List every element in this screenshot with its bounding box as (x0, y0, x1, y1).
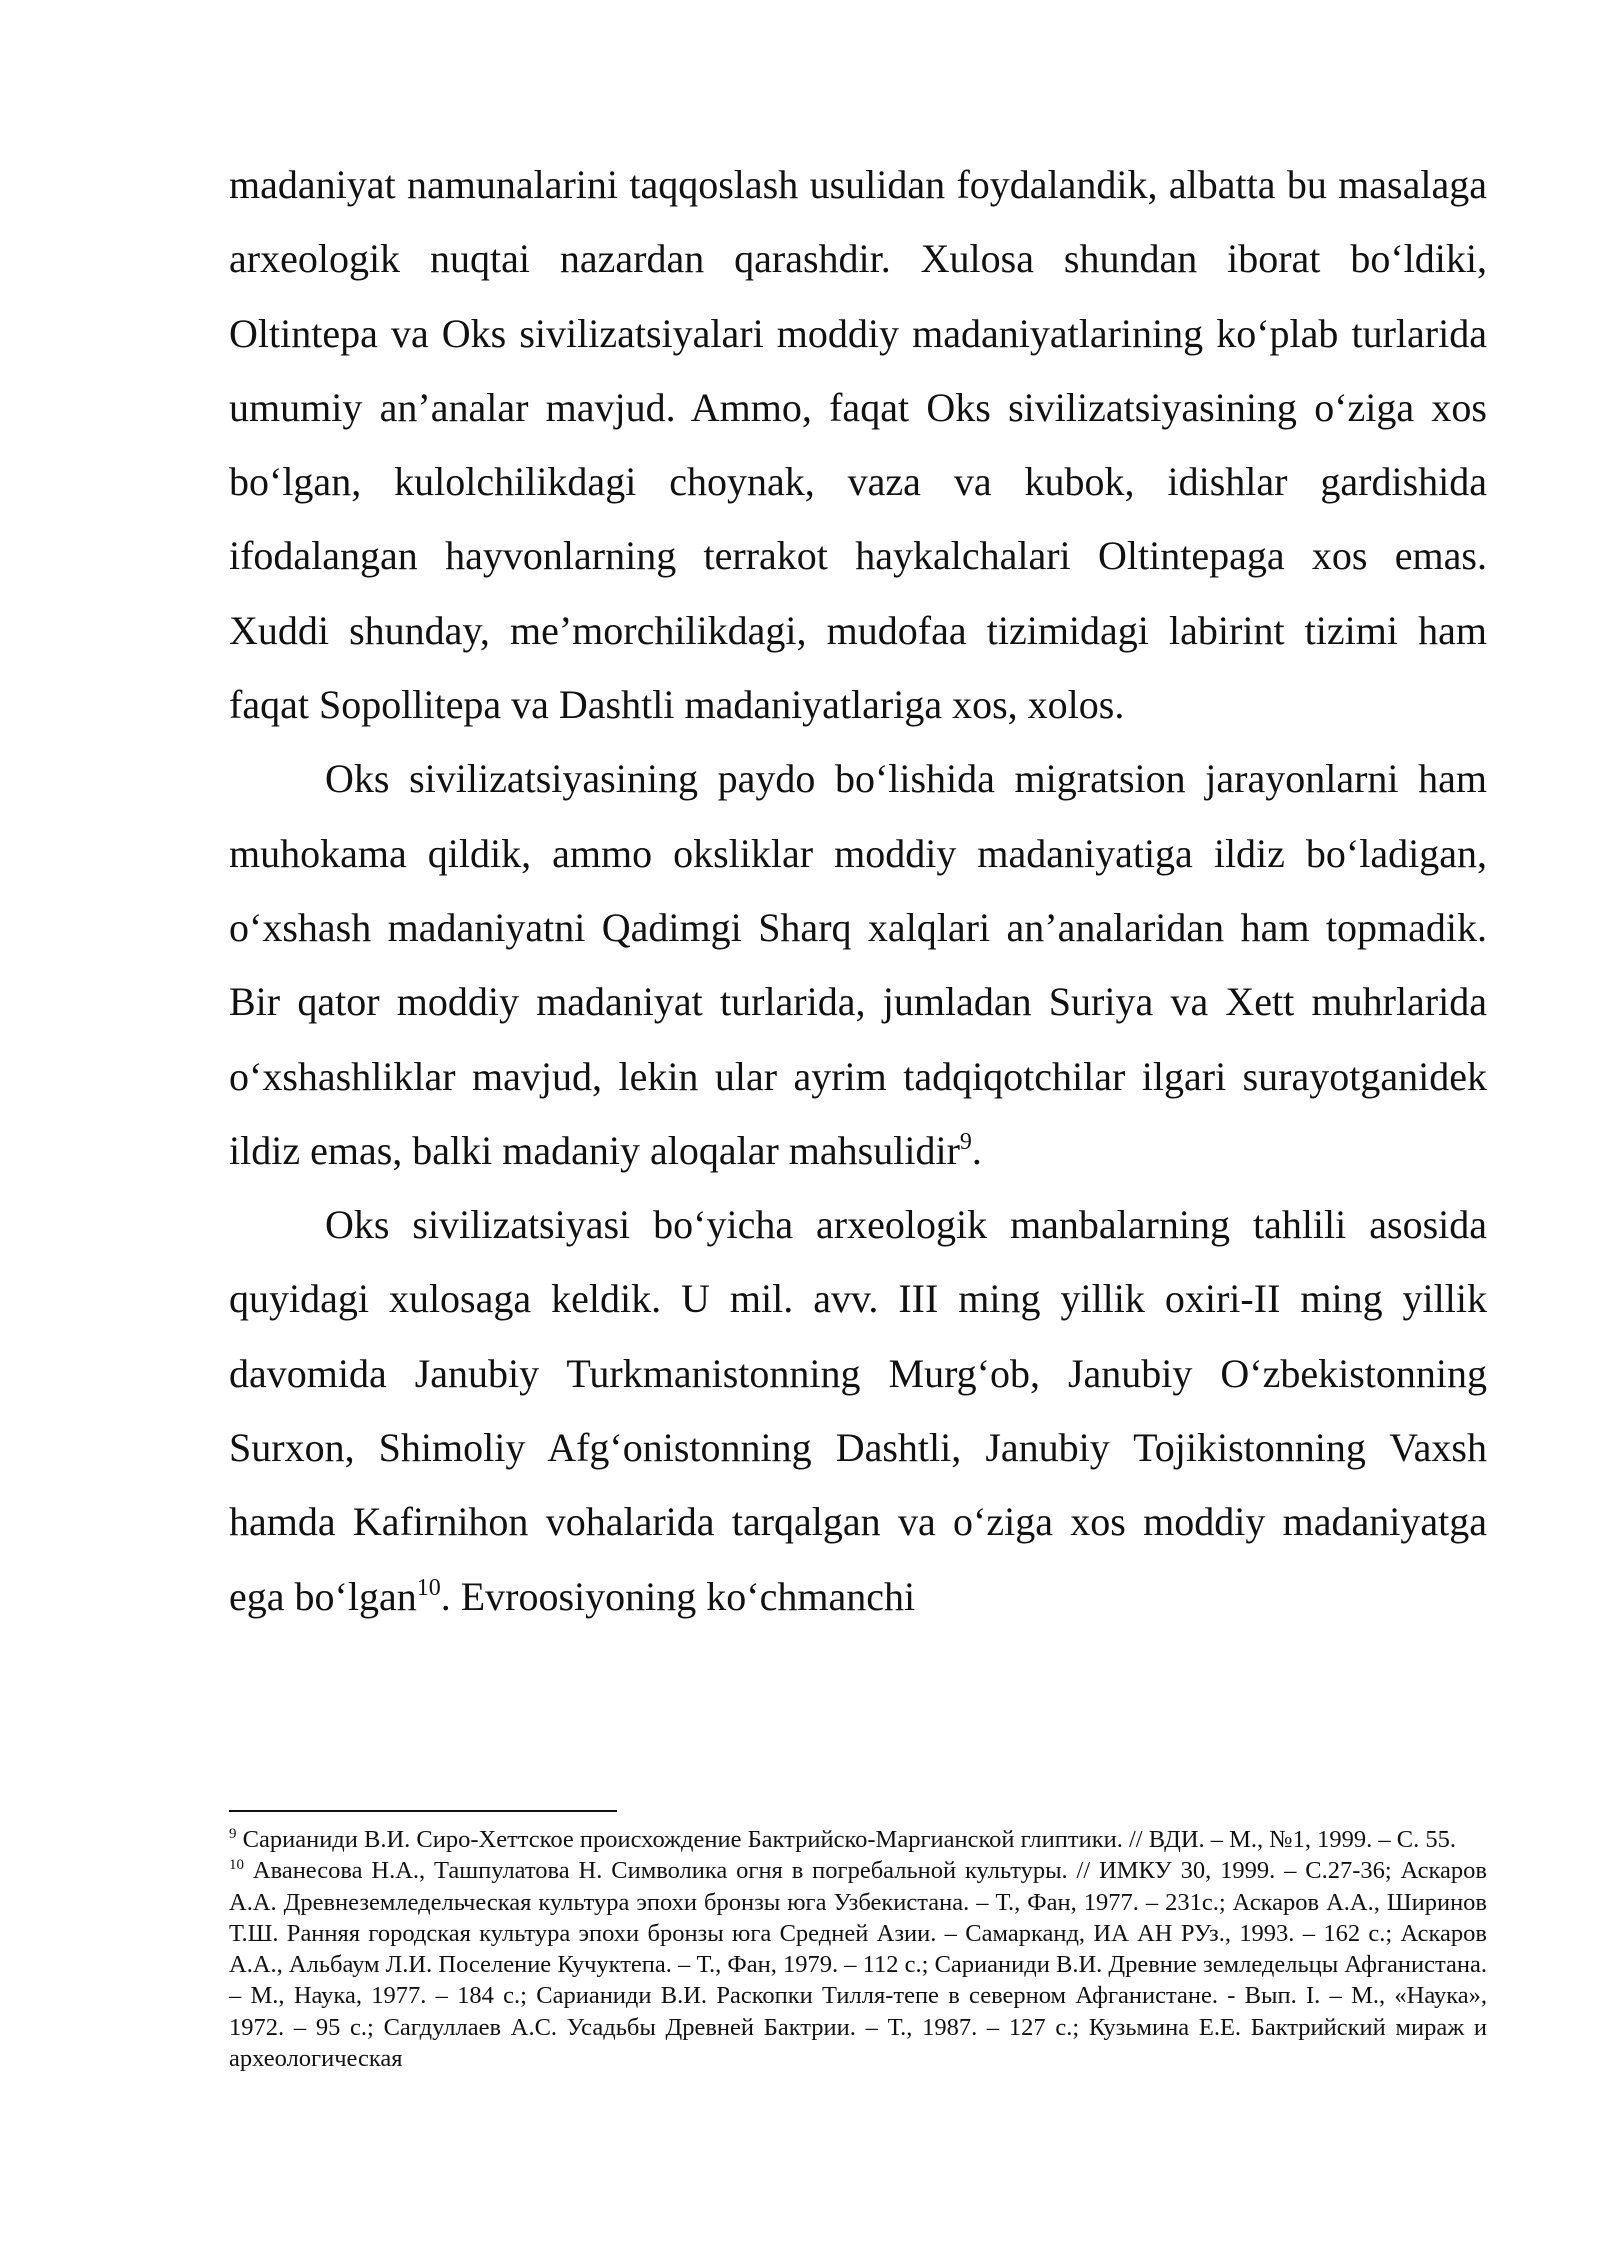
footnote-ref-10[interactable]: 10 (416, 1574, 441, 1601)
document-body (229, 148, 1487, 1634)
paragraph-1-text: madaniyat namunalarini taqqoslash usulidan foydalandik, albatta bu masalaga arxeologik nuqtai nazardan qarashdir. Xulosa shundan iborat bo‘ldiki, Oltintepa va Oks sivilizatsiyalari moddiy madaniyatlarining ko‘plab turlarida umumiy an’analar mavjud. Ammo, faqat Oks sivilizatsiyasining o‘ziga xos bo‘lgan, kulolchilikdagi choynak, vaza va kubok, idishlar gardishida ifodalangan hayvonlarning terrakot haykalchalari Oltintepaga xos emas. Xuddi shunday, me’morchilikdagi, mudofaa tizimidagi labirint tizimi ham faqat Sopollitepa va Dashtli madaniyatlariga xos, xolos. (229, 162, 1487, 728)
paragraph-2-text: Oks sivilizatsiyasining paydo bo‘lishida migratsion jarayonlarni ham muhokama qildik, ammo oksliklar moddiy madaniyatiga ildiz bo‘ladigan, o‘xshash madaniyatni Qadimgi Sharq xalqlari an’analaridan ham topmadik. Bir qator moddiy madaniyat turlarida, jumladan Suriya va Xett muhrlarida o‘xshashliklar mavjud, lekin ular ayrim tadqiqotchilar ilgari surayotganidek ildiz emas, balki madaniy aloqalar mahsulidir (229, 756, 1487, 1173)
footnote-10 (229, 1855, 1487, 2074)
footnote-mark-10: 10 (229, 1857, 244, 1874)
paragraph-2-tail: . (971, 1127, 982, 1173)
paragraph-1 (229, 148, 1487, 742)
footnote-10-text: Аванесова Н.А., Ташпулатова Н. Символика огня в погребальной культуры. // ИМКУ 30, 1999. – С.27-36; Аскаров А.А. Древнеземледельческая культура эпохи бронзы юга Узбекистана. – Т., Фан, 1977. – 231с.; Аскаров А.А., Ширинов Т.Ш. Ранняя городская культура эпохи бронзы юга Средней Азии. – Самарканд, ИА АН РУз., 1993. – 162 с.; Аскаров А.А., Альбаум Л.И. Поселение Кучуктепа. – Т., Фан, 1979. – 112 с.; Сарианиди В.И. Древние земледельцы Афганистана. – М., Наука, 1977. – 184 с.; Сарианиди В.И. Раскопки Тилля-тепе в северном Афганистане. - Вып. I. – М., «Наука», 1972. – 95 с.; Сагдуллаев А.С. Усадьбы Древней Бактрии. – Т., 1987. – 127 с.; Кузьмина Е.Е. Бактрийский мираж и археологическая (229, 1857, 1487, 2073)
paragraph-2 (229, 742, 1487, 1188)
footnote-9-text: Сарианиди В.И. Сиро-Хеттское происхождение Бактрийско-Маргианской глиптики. // ВДИ. – М., №1, 1999. – С. 55. (236, 1826, 1457, 1853)
paragraph-3 (229, 1188, 1487, 1634)
footnote-mark-9: 9 (229, 1826, 237, 1842)
paragraph-3-text: Oks sivilizatsiyasi bo‘yicha arxeologik manbalarning tahlili asosida quyidagi xulosaga keldik. U mil. avv. III ming yillik oxiri-II ming yillik davomida Janubiy Turkmanistonning Murg‘ob, Janubiy O‘zbekistonning Surxon, Shimoliy Afg‘onistonning Dashtli, Janubiy Tojikistonning Vaxsh hamda Kafirnihon vohalarida tarqalgan va o‘ziga xos moddiy madaniyatga ega bo‘lgan (229, 1202, 1487, 1619)
paragraph-3-tail: . Evroosiyoning ko‘chmanchi (440, 1573, 916, 1619)
footnotes-section (229, 1810, 1487, 2074)
footnote-ref-9[interactable]: 9 (959, 1128, 972, 1155)
footnote-separator (229, 1810, 617, 1812)
footnote-9 (229, 1824, 1487, 1855)
